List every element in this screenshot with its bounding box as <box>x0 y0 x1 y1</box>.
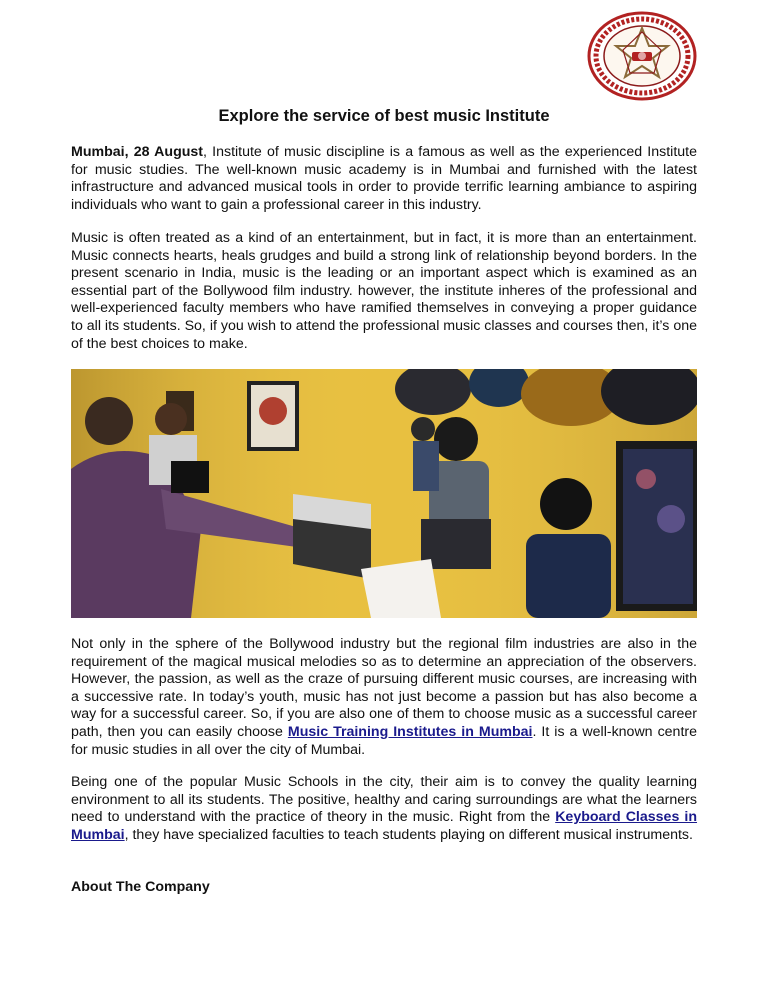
schools-paragraph <box>71 774 697 844</box>
page-title: Explore the service of best music Institute <box>218 107 550 125</box>
keyboard-classes-link[interactable]: Keyboard Classes in Mumbai <box>71 809 698 843</box>
schools-text-end: , they have specialized faculties to teach students playing on different musical instruments. <box>124 826 693 843</box>
intro-text: , Institute of music discipline is a famous as well as the experienced Institute for music studies. The well-known music academy is in Mumbai and furnished with the latest infrastructure and advanced musical tools in order to provide terrific learning ambiance to aspiring individuals who want to gain a professional career in this industry. <box>71 144 697 213</box>
dateline: Mumbai, 28 August <box>71 144 204 160</box>
bollywood-text: Not only in the sphere of the Bollywood industry but the regional film industries are also in the requirement of the magical musical melodies so as to determine an appreciation of the observers. However, the passion, as well as the craze of pursuing different music courses, are increasing with a successive rate. In today’s youth, music has not just become a passion but has also become a way for a successful career. So, if you are also one of them to choose music as a successful career path, then you can easily choose <box>71 636 697 740</box>
music-class-photo <box>71 369 697 618</box>
bollywood-text-end: . It is a well-known centre for music studies in all over the city of Mumbai. <box>71 723 697 758</box>
intro-paragraph <box>71 144 697 214</box>
institute-logo <box>586 10 698 102</box>
schools-text: Being one of the popular Music Schools in the city, their aim is to convey the quality learning environment to all its students. The positive, healthy and caring surroundings are what the learners need to understand with the practice of theory in the music. Right from the <box>71 774 697 826</box>
star-seal-logo-icon <box>589 13 695 99</box>
about-company-heading: About The Company <box>71 879 210 895</box>
bollywood-paragraph <box>71 636 697 759</box>
music-paragraph: Music is often treated as a kind of an entertainment, but in fact, it is more than an entertainment. Music connects hearts, heals grudges and build a strong link of relationship beyond borders. In the present scenario in India, music is the leading or an important aspect which is examined as an essential part of the Bollywood film industry. however, the institute inheres of the professional and well-experienced faculty members who have ramified themselves in conveying a proper guidance to all its students. So, if you wish to attend the professional music classes and courses then, it’s one of the best choices to make. <box>71 230 697 352</box>
music-training-institutes-link[interactable]: Music Training Institutes in Mumbai <box>287 723 533 740</box>
